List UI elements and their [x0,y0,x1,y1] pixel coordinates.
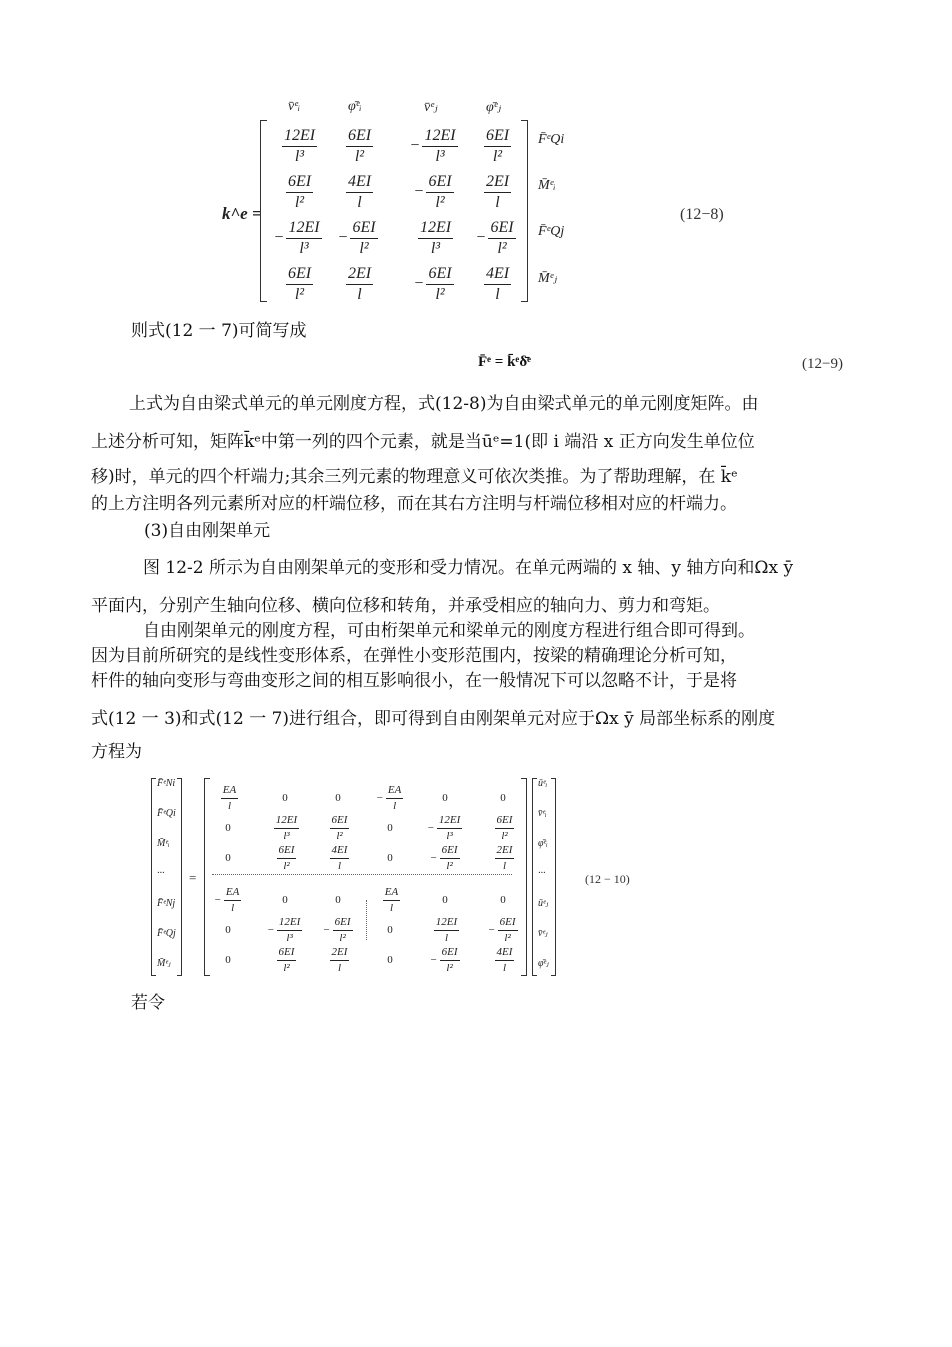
matrix-entry [365,813,415,843]
entry-sign: − [476,229,486,246]
lhs-left-bracket [151,778,156,976]
matrix-entry [399,171,469,213]
fraction [495,947,515,974]
vector-entry: F̄ᵉQj [157,928,176,939]
equation-12-9 [0,354,952,380]
fraction [286,174,313,211]
matrix-entry [461,171,531,213]
numerator: 12EI [282,128,317,147]
matrix-entry [260,915,310,945]
fraction [418,220,453,257]
entry-sign: − [267,924,274,936]
equals-sign: = [189,870,197,885]
entry-value: 0 [225,822,231,834]
entry-value: 0 [387,852,393,864]
equation-number: (12−8) [680,206,724,223]
numerator: 6EI [426,174,453,193]
denominator: l [502,859,507,872]
matrix-entry [399,125,469,167]
closing-line: 若令 [131,993,165,1013]
column-header: v̄ᵉⱼ [424,100,438,115]
denominator: l² [501,829,508,842]
numerator: EA [224,887,241,901]
numerator: 6EI [498,917,518,931]
matrix-entry [313,945,363,975]
numerator: 12EI [277,917,302,931]
matrix-entry [260,783,310,813]
fraction [277,947,297,974]
vector-entry: v̄ᵉᵢ [538,808,547,819]
numerator: 6EI [484,128,511,147]
matrix-entry [203,783,253,813]
section-heading: (3)自由刚架单元 [144,521,271,541]
partition-line-vertical [366,900,367,940]
matrix-entry [203,945,253,975]
matrix-entry [365,783,415,813]
numerator: 6EI [350,220,377,239]
fraction [495,815,515,842]
matrix-entry [365,885,415,915]
numerator: EA [383,887,400,901]
fraction [346,266,373,303]
denominator: l [231,901,235,914]
numerator: 6EI [277,845,297,859]
matrix-entry [313,885,363,915]
matrix-entry [313,915,363,945]
fraction [346,174,373,211]
matrix-entry [420,885,470,915]
numerator: EA [221,785,238,799]
entry-value: 0 [282,894,288,906]
numerator: 6EI [286,266,313,285]
fraction [495,845,515,872]
denominator: l² [435,193,445,211]
matrix-entry [323,171,393,213]
fraction [330,845,350,872]
entry-sign: − [323,924,330,936]
denominator: l [227,799,232,812]
vector-entry: M̄ᵉᵢ [157,838,170,849]
text-line: 上述分析可知，矩阵k̄ᵉ中第一列的四个元素，就是当ūᵉ=1(即 i 端沿 x 正方向发生单位位 [91,432,755,452]
numerator: 12EI [418,220,453,239]
matrix-entry [420,843,470,873]
numerator: 12EI [286,220,321,239]
fraction [274,815,299,842]
vector-entry: M̄ᵉⱼ [157,958,171,969]
denominator: l³ [435,147,445,165]
entry-sign: − [430,954,437,966]
matrix-entry [313,843,363,873]
denominator: l² [294,285,305,303]
numerator: 6EI [488,220,515,239]
denominator: l [444,931,449,944]
matrix-entry [323,217,393,259]
fraction [434,917,459,944]
entry-value: 0 [500,894,506,906]
denominator: l² [446,961,453,974]
denominator: l³ [430,239,441,257]
text-line: 移)时，单元的四个杆端力;其余三列元素的物理意义可依次类推。为了帮助理解，在 k̄ᵉ [91,467,738,487]
entry-value: 0 [387,822,393,834]
text-line: 自由刚架单元的刚度方程，可由桁架单元和梁单元的刚度方程进行组合即可得到。 [143,621,755,641]
denominator: l³ [283,829,290,842]
denominator: l [502,961,507,974]
denominator: l [357,285,362,303]
numerator: 2EI [484,174,511,193]
matrix-entry [260,813,310,843]
vector-entry: ··· [538,868,546,879]
numerator: 12EI [274,815,299,829]
matrix-entry [420,813,470,843]
denominator: l² [294,193,305,211]
fraction [498,917,518,944]
fraction [286,220,321,257]
matrix-entry [420,945,470,975]
text-line: 因为目前所研究的是线性变形体系，在弹性小变形范围内，按梁的精确理论分析可知， [91,646,737,666]
fraction [426,266,453,303]
fraction [277,845,297,872]
text-line: 上式为自由梁式单元的单元刚度方程，式(12-8)为自由梁式单元的单元刚度矩阵。由 [129,394,759,414]
numerator: 6EI [333,917,353,931]
numerator: 12EI [437,815,462,829]
denominator: l² [497,239,507,257]
equation-number: (12 − 10) [585,872,630,886]
matrix-entry [365,915,415,945]
stiffness-equation-12-10 [0,770,952,980]
row-label: F̄ᵉQj [538,224,565,239]
entry-value: 0 [282,792,288,804]
entry-value: 0 [500,792,506,804]
fraction [333,917,353,944]
vector-entry: F̄ᵉNi [157,778,176,789]
fraction [484,266,511,303]
fraction [346,128,373,165]
numerator: 6EI [346,128,373,147]
fraction [426,174,453,211]
denominator: l² [336,829,343,842]
fraction [440,845,460,872]
column-header: φ̄ᵉᵢ [348,99,362,114]
numerator: 12EI [434,917,459,931]
denominator: l³ [286,931,293,944]
numerator: 6EI [426,266,453,285]
denominator: l [495,193,500,211]
fraction [350,220,377,257]
numerator: 6EI [440,947,460,961]
entry-sign: − [414,183,424,200]
formula: F̄ᵉ = k̄ᵉδ̄ᵉ [478,354,531,370]
denominator: l [389,901,394,914]
denominator: l³ [446,829,453,842]
denominator: l [495,285,500,303]
partition-line [212,874,512,875]
rhs-right-bracket [551,778,556,976]
numerator: 6EI [330,815,350,829]
vector-entry: ūᵉᵢ [538,778,548,789]
denominator: l [337,961,342,974]
vector-entry: F̄ᵉQi [157,808,176,819]
text-line: 图 12-2 所示为自由刚架单元的变形和受力情况。在单元两端的 x 轴、y 轴方向和Ωx ȳ [143,558,794,578]
denominator: l³ [294,147,305,165]
matrix-entry [323,125,393,167]
equation-number: (12−9) [802,356,843,372]
denominator: l² [492,147,503,165]
numerator: 4EI [495,947,515,961]
entry-value: 0 [387,954,393,966]
matrix-entry [260,945,310,975]
matrix-entry [420,915,470,945]
matrix-entry [478,813,528,843]
entry-sign: − [430,852,437,864]
fraction [484,128,511,165]
matrix-entry [203,885,253,915]
matrix-entry [478,885,528,915]
numerator: 4EI [330,845,350,859]
matrix-entry [399,217,469,259]
entry-sign: − [427,822,434,834]
matrix-entry [461,263,531,305]
row-label: M̄ᵉᵢ [538,178,556,193]
numerator: 2EI [346,266,373,285]
matrix-entry [313,813,363,843]
matrix-entry [478,915,528,945]
vector-entry: φ̄ᵉⱼ [538,958,549,969]
numerator: 2EI [330,947,350,961]
rhs-left-bracket [532,778,537,976]
entry-value: 0 [225,852,231,864]
vector-entry: ··· [157,868,165,879]
numerator: 2EI [495,845,515,859]
numerator: 6EI [277,947,297,961]
fraction [488,220,515,257]
denominator: l² [354,147,365,165]
matrix-entry [260,885,310,915]
numerator: 12EI [422,128,457,147]
matrix-entry [365,843,415,873]
matrix-entry [478,843,528,873]
fraction [277,917,302,944]
entry-sign: − [410,137,420,154]
denominator: l² [283,961,290,974]
fraction [422,128,457,165]
fraction [440,947,460,974]
entry-value: 0 [225,954,231,966]
matrix-entry [260,843,310,873]
denominator: l² [359,239,369,257]
fraction [224,887,241,914]
entry-sign: − [338,229,348,246]
entry-sign: − [376,792,383,804]
fraction [484,174,511,211]
denominator: l² [339,931,346,944]
denominator: l [357,193,362,211]
denominator: l² [446,859,453,872]
denominator: l² [283,859,290,872]
text-line: 方程为 [91,742,142,762]
denominator: l² [504,931,511,944]
row-label: F̄ᵉQi [538,132,565,147]
matrix-entry [461,217,531,259]
entry-sign: − [214,894,221,906]
matrix-entry [203,813,253,843]
matrix-entry [313,783,363,813]
fraction [221,785,238,812]
matrix-entry [323,263,393,305]
matrix-lhs-label: k^e = [222,204,262,223]
denominator: l² [435,285,445,303]
stiffness-matrix-12-8 [0,0,952,320]
text-line: 式(12 一 3)和式(12 一 7)进行组合，即可得到自由刚架单元对应于Ωx ȳ 局部坐标系的刚度 [91,709,776,729]
matrix-entry [203,843,253,873]
fraction [386,785,403,812]
vector-entry: φ̄ᵉᵢ [538,838,548,849]
vector-entry: F̄ᵉNj [157,898,176,909]
denominator: l³ [299,239,309,257]
fraction [437,815,462,842]
entry-sign: − [274,229,284,246]
row-label: M̄ᵉⱼ [538,271,558,286]
intro-line: 则式(12 一 7)可简写成 [131,321,307,341]
vector-entry: ūᵉⱼ [538,898,549,909]
fraction [330,947,350,974]
matrix-entry [420,783,470,813]
numerator: 6EI [286,174,313,193]
entry-value: 0 [335,792,341,804]
entry-value: 0 [387,924,393,936]
text-line: 平面内，分别产生轴向位移、横向位移和转角，并承受相应的轴向力、剪力和弯矩。 [91,596,720,616]
matrix-entry [478,783,528,813]
numerator: 6EI [495,815,515,829]
matrix-entry [478,945,528,975]
lhs-right-bracket [177,778,182,976]
fraction [330,815,350,842]
column-header: v̄ᵉᵢ [288,99,301,114]
fraction [286,266,313,303]
matrix-entry [203,915,253,945]
matrix-entry [399,263,469,305]
entry-value: 0 [335,894,341,906]
entry-value: 0 [225,924,231,936]
matrix-entry [365,945,415,975]
denominator: l [393,799,397,812]
numerator: EA [386,785,403,799]
fraction [282,128,317,165]
numerator: 4EI [484,266,511,285]
numerator: 6EI [440,845,460,859]
text-line: 杆件的轴向变形与弯曲变形之间的相互影响很小，在一般情况下可以忽略不计，于是将 [91,671,737,691]
vector-entry: v̄ᵉⱼ [538,928,548,939]
entry-value: 0 [442,792,448,804]
entry-sign: − [488,924,495,936]
fraction [383,887,400,914]
numerator: 4EI [346,174,373,193]
entry-sign: − [414,275,424,292]
text-line: 的上方注明各列元素所对应的杆端位移，而在其右方注明与杆端位移相对应的杆端力。 [91,494,737,514]
column-header: φ̄ᵉⱼ [486,100,502,115]
denominator: l [337,859,342,872]
matrix-entry [461,125,531,167]
entry-value: 0 [442,894,448,906]
